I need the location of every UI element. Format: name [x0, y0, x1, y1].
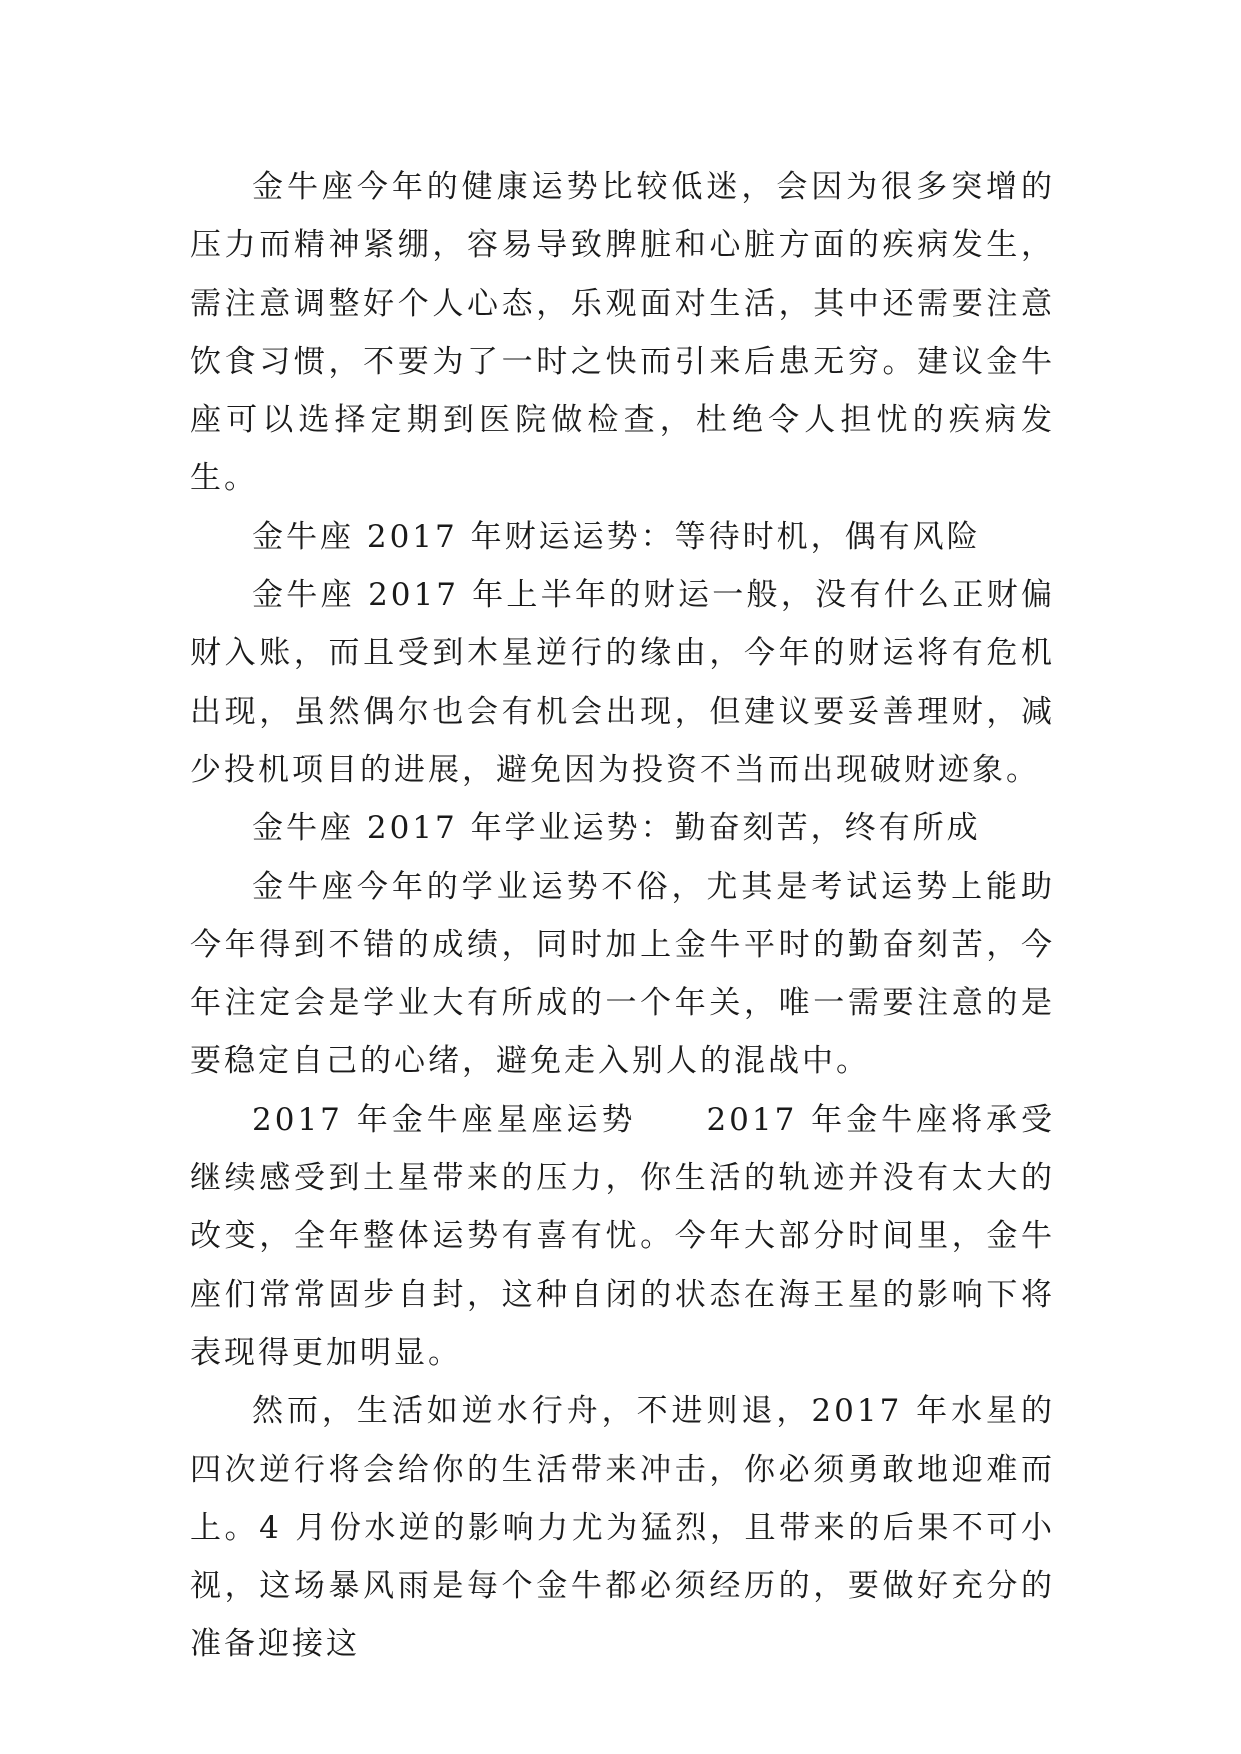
paragraph-wealth: 金牛座 2017 年上半年的财运一般，没有什么正财偏财入账，而且受到木星逆行的缘由，今年的财运将有危机出现，虽然偶尔也会有机会出现，但建议要妥善理财，减少投机项目的进展，避免因为投资不当而出现破财迹象。 — [190, 577, 1055, 788]
heading-wealth: 金牛座 2017 年财运运势：等待时机，偶有风险 — [252, 518, 981, 555]
heading-study: 金牛座 2017 年学业运势：勤奋刻苦，终有所成 — [252, 810, 981, 847]
paragraph-overall: 2017 年金牛座星座运势 2017 年金牛座将承受继续感受到土星带来的压力，你生活的轨迹并没有太大的改变，全年整体运势有喜有忧。今年大部分时间里，金牛座们常常固步自封，这种自闭的状态在海王星的影响下将表现得更加明显。 — [190, 1101, 1055, 1371]
paragraph-study: 金牛座今年的学业运势不俗，尤其是考试运势上能助今年得到不错的成绩，同时加上金牛平时的勤奋刻苦，今年注定会是学业大有所成的一个年关，唯一需要注意的是要稳定自己的心绪，避免走入别人的混战中。 — [190, 868, 1055, 1080]
paragraph-mercury: 然而，生活如逆水行舟，不进则退，2017 年水星的四次逆行将会给你的生活带来冲击，你必须勇敢地迎难而上。4 月份水逆的影响力尤为猛烈，且带来的后果不可小视，这场暴风雨是每个金牛都必须经历的，要做好充分的准备迎接这 — [190, 1393, 1055, 1663]
document-page — [190, 158, 1055, 1674]
paragraph-health: 金牛座今年的健康运势比较低迷，会因为很多突增的压力而精神紧绷，容易导致脾脏和心脏方面的疾病发生，需注意调整好个人心态，乐观面对生活，其中还需要注意饮食习惯，不要为了一时之快而引来后患无穷。建议金牛座可以选择定期到医院做检查，杜绝令人担忧的疾病发生。 — [190, 169, 1055, 497]
